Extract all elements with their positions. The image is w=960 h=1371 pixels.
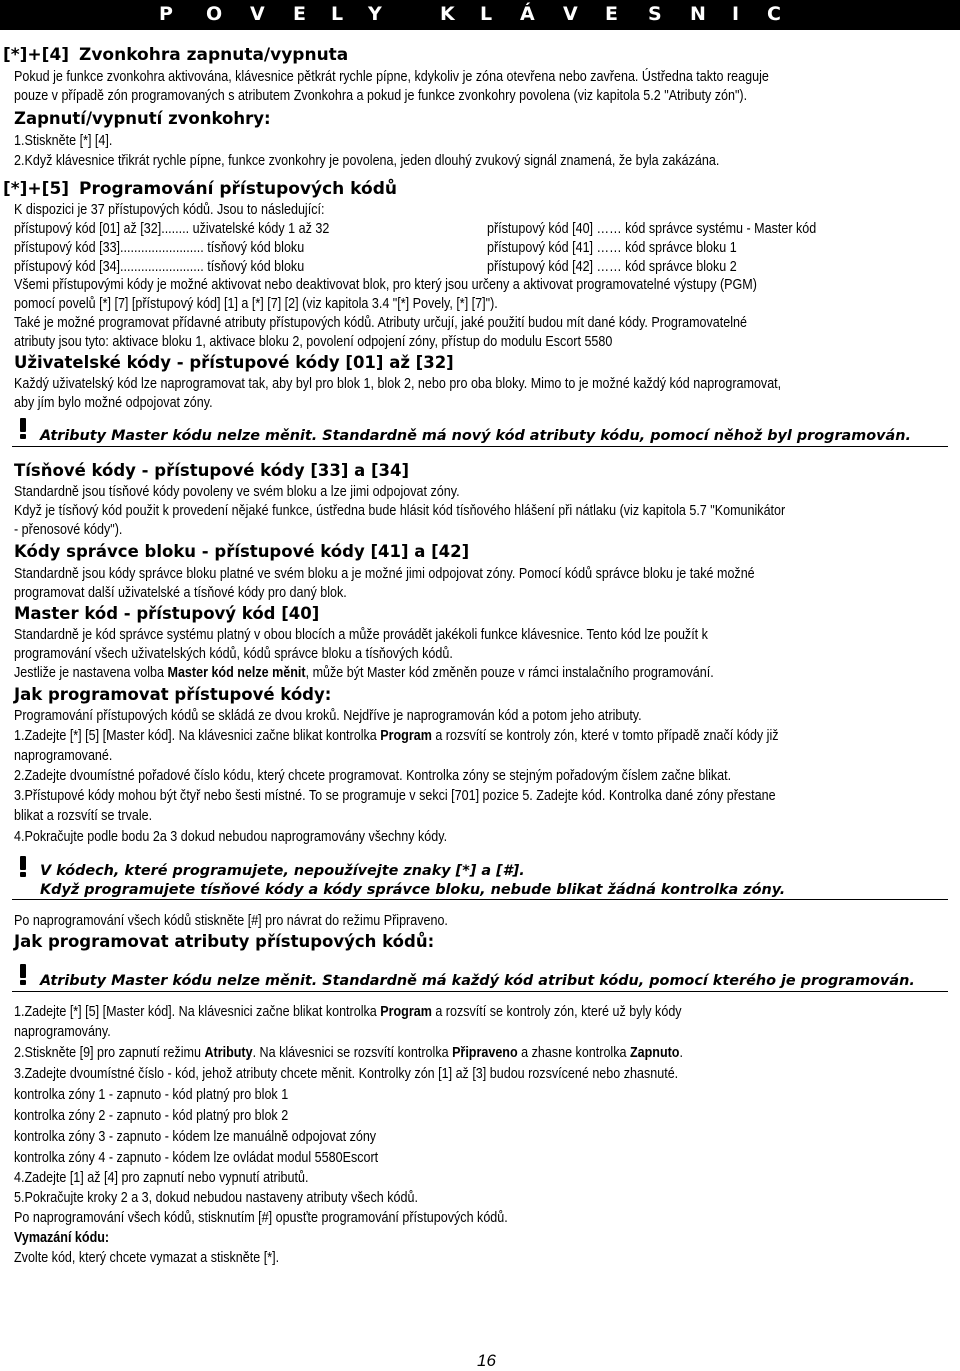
paragraph: Po naprogramování všech kódů, stisknutím [#] opusťte programování přístupových kódů. (14, 1210, 508, 1226)
list-item: 5.Pokračujte kroky 2 a 3, dokud nebudou nastaveny atributy všech kódů. (14, 1190, 418, 1206)
header-letter: O (206, 3, 223, 25)
paragraph: Standardně je kód správce systému platný v obou blocích a může provádět jakékoli funkce klávesnice. Tento kód lze použít k (14, 627, 708, 643)
code-table-cell: přístupový kód [42] …… kód správce bloku 2 (487, 259, 737, 275)
paragraph: Standardně jsou tísňové kódy povoleny ve svém bloku a lze jimi odpojovat zóny. (14, 484, 460, 500)
subheading: Zapnutí/vypnutí zvonkohry: (14, 109, 271, 128)
page-number: 16 (477, 1351, 496, 1370)
header-letter: K (440, 3, 455, 25)
header-letter: L (480, 3, 493, 25)
paragraph: atributy jsou tyto: aktivace bloku 1, aktivace bloku 2, povolení odpojení zóny, přístup do modulu Escort 5580 (14, 334, 613, 350)
header-letter: V (250, 3, 265, 25)
paragraph: pouze v případě zón programovaných s atributem Zvonkohra a pokud je funkce zvonkohry povolena (viz kapitola 5.2 "Atributy zón"). (14, 88, 748, 104)
list-item: kontrolka zóny 4 - zapnuto - kódem lze ovládat modul 5580Escort (14, 1150, 379, 1166)
header-letter: L (331, 3, 344, 25)
paragraph: Každý uživatelský kód lze naprogramovat tak, aby byl pro blok 1, blok 2, nebo pro oba bloky. Mimo to je možné každý kód naprogramovat, (14, 376, 782, 392)
subheading: Jak programovat atributy přístupových kódů: (14, 932, 435, 951)
list-item: naprogramovány. (14, 1024, 111, 1040)
list-item: 1.Zadejte [*] [5] [Master kód]. Na klávesnici začne blikat kontrolka Program a rozsvítí se kontroly zón, které v tomto případě značí kódy již (14, 728, 779, 744)
subheading-erase: Vymazání kódu: (14, 1230, 110, 1246)
subheading: Jak programovat přístupové kódy: (14, 685, 332, 704)
subheading: Master kód - přístupový kód [40] (14, 604, 320, 623)
header-letter: E (605, 3, 618, 25)
paragraph: Jestliže je nastavena volba Master kód nelze měnit, může být Master kód změněn pouze v rámci instalačního programování. (14, 665, 714, 681)
code-table-cell: přístupový kód [34]........................ tísňový kód bloku (14, 259, 305, 275)
paragraph: programovat další uživatelské a tísňové kódy pro daný blok. (14, 585, 347, 601)
header-letter: C (767, 3, 781, 25)
paragraph: Když je tísňový kód použit k provedení nějaké funkce, ústředna bude hlásit kód tísňového hlášení při nátlaku (viz kapitola 5.7 "Komunikátor (14, 503, 786, 519)
list-item: 2.Zadejte dvoumístné pořadové číslo kódu, který chcete programovat. Kontrolka zóny se stejným pořadovým číslem začne blikat. (14, 768, 732, 784)
paragraph: Po naprogramování všech kódů stiskněte [#] pro návrat do režimu Připraveno. (14, 913, 448, 929)
section-title: Programování přístupových kódů (79, 179, 397, 199)
list-item: blikat a rozsvítí se trvale. (14, 808, 153, 824)
list-item: 1.Zadejte [*] [5] [Master kód]. Na klávesnici začne blikat kontrolka Program a rozsvítí se kontroly zón, které už byly kódy (14, 1004, 682, 1020)
paragraph: pomocí povelů [*] [7] [přístupový kód] [1] a [*] [7] [2] (viz kapitola 3.4 "[*] Povely, [*] [7]"). (14, 296, 498, 312)
list-item: 3.Zadejte dvoumístné číslo - kód, jehož atributy chcete měnit. Kontrolky zón [1] až [3] budou rozsvícené nebo zhasnuté. (14, 1066, 679, 1082)
paragraph: programování všech uživatelských kódů, kódů správce bloku a tísňových kódů. (14, 646, 453, 662)
divider (12, 446, 948, 447)
header-letter: Y (368, 3, 382, 25)
code-table-cell: přístupový kód [33]........................ tísňový kód bloku (14, 240, 305, 256)
section-heading-access-codes (3, 179, 397, 199)
paragraph: - přenosové kódy"). (14, 522, 123, 538)
paragraph: Všemi přístupovými kódy je možné aktivovat nebo deaktivovat blok, pro který jsou určeny a aktivovat programovatelné výstupy (PGM) (14, 277, 757, 293)
paragraph: Programování přístupových kódů se skládá ze dvou kroků. Nejdříve je naprogramován kód a potom jeho atributy. (14, 708, 642, 724)
code-table-cell: přístupový kód [41] …… kód správce bloku 1 (487, 240, 737, 256)
paragraph: Standardně jsou kódy správce bloku platné ve svém bloku a je možné jimi odpojovat zóny. Pomocí kódů správce bloku je také možné (14, 566, 755, 582)
section-heading-chime (3, 45, 348, 65)
list-item: kontrolka zóny 2 - zapnuto - kód platný pro blok 2 (14, 1108, 289, 1124)
divider (12, 991, 948, 992)
subheading: Tísňové kódy - přístupové kódy [33] a [34] (14, 461, 410, 480)
list-item: kontrolka zóny 1 - zapnuto - kód platný pro blok 1 (14, 1087, 289, 1103)
warning-icon (12, 856, 34, 878)
paragraph: Zvolte kód, který chcete vymazat a stiskněte [*]. (14, 1250, 280, 1266)
section-title: Zvonkohra zapnuta/vypnuta (79, 45, 349, 65)
header-letter: P (159, 3, 173, 25)
list-item: 2.Stiskněte [9] pro zapnutí režimu Atributy. Na klávesnici se rozsvítí kontrolka Připraveno a zhasne kontrolka Zapnuto. (14, 1045, 683, 1061)
subheading: Kódy správce bloku - přístupové kódy [41] a [42] (14, 542, 470, 561)
header-bar (0, 0, 960, 30)
note-text: Když programujete tísňové kódy a kódy správce bloku, nebude blikat žádná kontrolka zóny. (40, 882, 786, 898)
list-item: 1.Stiskněte [*] [4]. (14, 133, 113, 149)
paragraph: Pokud je funkce zvonkohra aktivována, klávesnice pětkrát rychle pípne, kdykoliv je zóna otevřena nebo zavřena. Ústředna takto reaguje (14, 69, 769, 85)
code-table-cell: přístupový kód [40] …… kód správce systému - Master kód (487, 221, 817, 237)
header-letter: Á (520, 3, 535, 25)
list-item: 4.Zadejte [1] až [4] pro zapnutí nebo vypnutí atributů. (14, 1170, 309, 1186)
list-item: naprogramované. (14, 748, 113, 764)
header-letter: E (293, 3, 306, 25)
subheading: Uživatelské kódy - přístupové kódy [01] až [32] (14, 353, 454, 372)
list-item: 4.Pokračujte podle bodu 2a 3 dokud nebudou naprogramovány všechny kódy. (14, 829, 448, 845)
header-letter: N (690, 3, 706, 25)
divider (12, 899, 948, 900)
note-text: V kódech, které programujete, nepoužívejte znaky [*] a [#]. (40, 863, 525, 879)
code-table-cell: přístupový kód [01] až [32]........ uživatelské kódy 1 až 32 (14, 221, 330, 237)
section-code: [*]+[5] (3, 179, 70, 199)
list-item: 2.Když klávesnice třikrát rychle pípne, funkce zvonkohry je povolena, jeden dlouhý zvukový signál znamená, že byla zakázána. (14, 153, 720, 169)
paragraph: K dispozici je 37 přístupových kódů. Jsou to následující: (14, 202, 325, 218)
paragraph: Také je možné programovat přídavné atributy přístupových kódů. Atributy určují, jaké použití budou mít dané kódy. Programovatelné (14, 315, 747, 331)
header-letter: I (732, 3, 740, 25)
header-letter: V (563, 3, 578, 25)
section-code: [*]+[4] (3, 45, 70, 65)
paragraph: aby jím bylo možné odpojovat zóny. (14, 395, 213, 411)
warning-icon (12, 418, 34, 440)
list-item: kontrolka zóny 3 - zapnuto - kódem lze manuálně odpojovat zóny (14, 1129, 377, 1145)
warning-icon (12, 964, 34, 986)
list-item: 3.Přístupové kódy mohou být čtyř nebo šesti místné. To se programuje v sekci [701] pozice 5. Zadejte kód. Kontrolka dané zóny přestane (14, 788, 776, 804)
header-letter: S (648, 3, 662, 25)
note-text: Atributy Master kódu nelze měnit. Standardně má nový kód atributy kódu, pomocí něhož byl programován. (40, 428, 911, 444)
note-text: Atributy Master kódu nelze měnit. Standardně má každý kód atribut kódu, pomocí kterého je programován. (40, 973, 915, 989)
